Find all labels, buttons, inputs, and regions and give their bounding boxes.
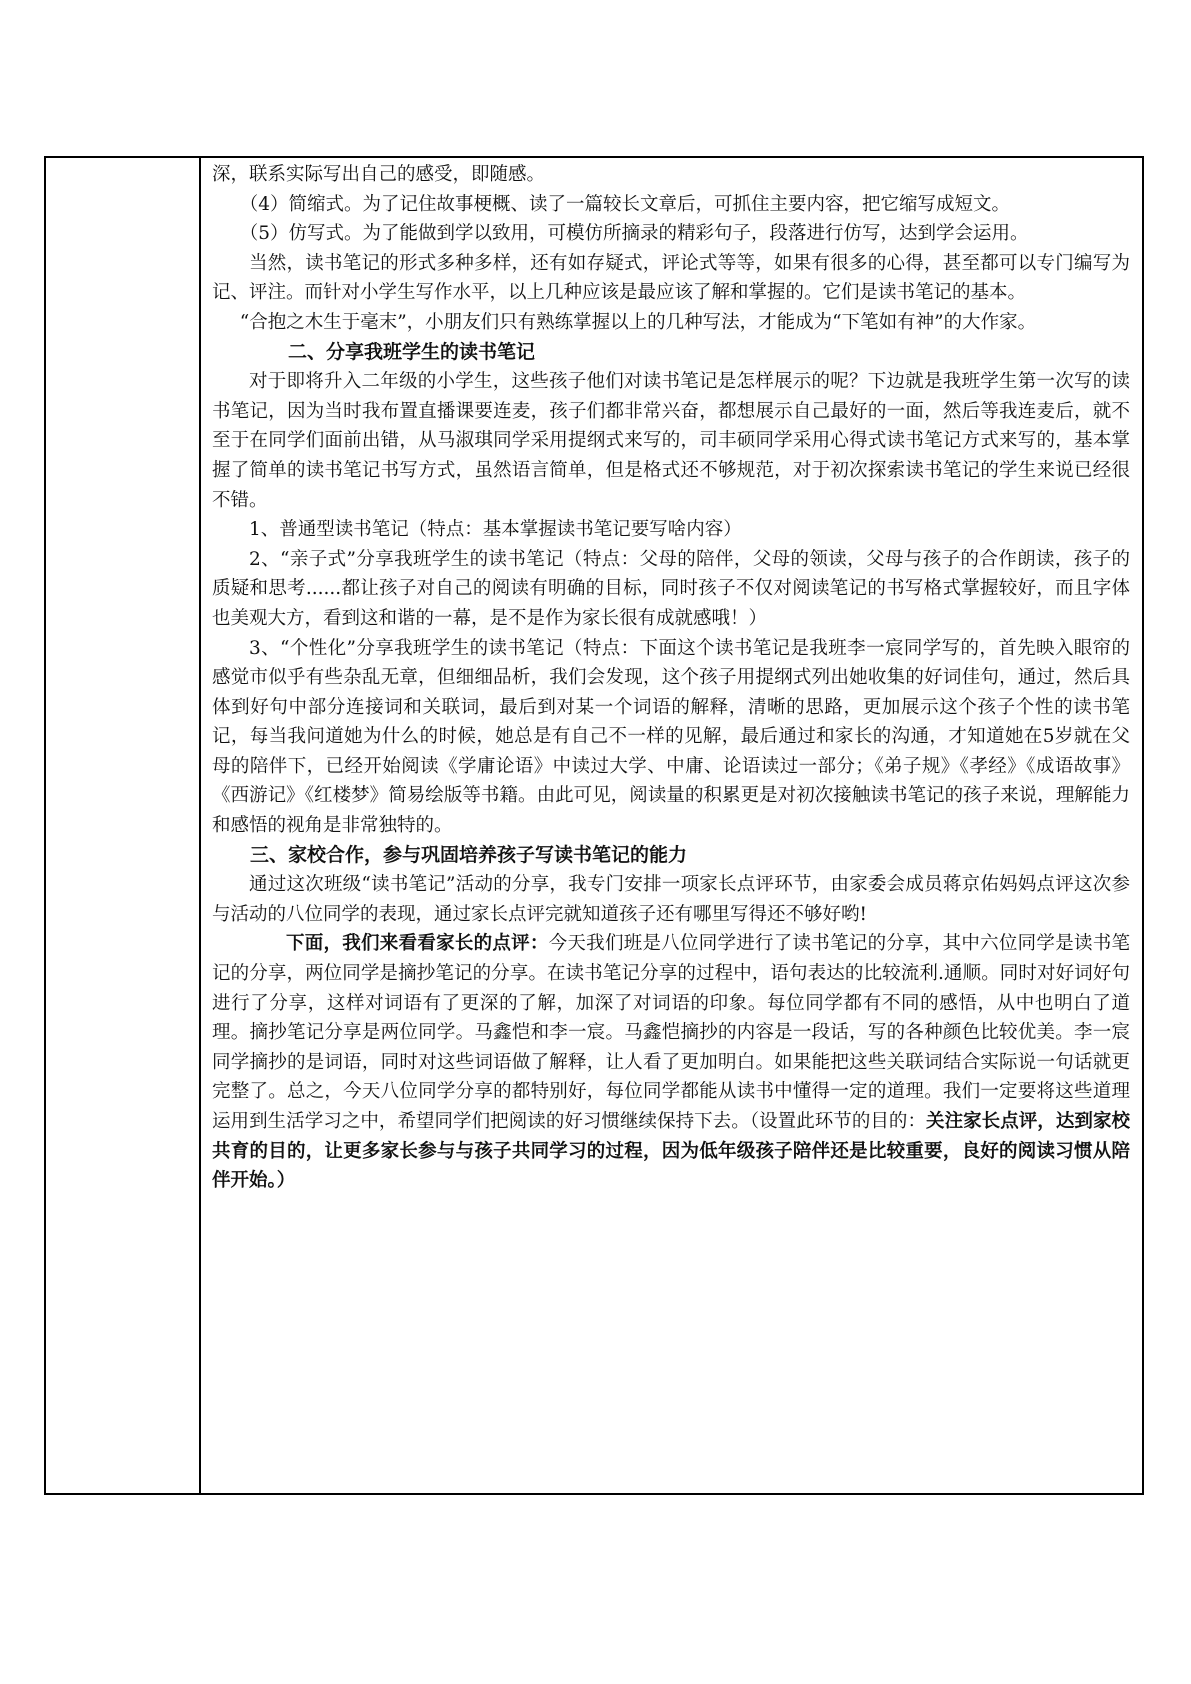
paragraph: （5）仿写式。为了能做到学以致用，可模仿所摘录的精彩句子，段落进行仿写，达到学会运用。 xyxy=(239,223,1029,245)
paragraph: “合抱之木生于毫末”，小朋友们只有熟练掌握以上的几种写法，才能成为“下笔如有神”的大作家。 xyxy=(239,311,1037,333)
column-divider xyxy=(199,158,201,1493)
section-heading: 三、家校合作，参与巩固培养孩子写读书笔记的能力 xyxy=(250,843,688,866)
paragraph: 当然，读书笔记的形式多种多样，还有如存疑式，评论式等等，如果有很多的心得，甚至都可以专门编写为记、评注。而针对小学生写作水平，以上几种应该是最应该了解和掌握的。它们是读书笔记的基本。 xyxy=(212,252,1130,304)
content-cell xyxy=(212,160,1130,1493)
section-heading: 二、分享我班学生的读书笔记 xyxy=(288,340,536,363)
paragraph: 深，联系实际写出自己的感受，即随感。 xyxy=(212,164,546,185)
paragraph: （4）简缩式。为了记住故事梗概、读了一篇较长文章后，可抓住主要内容，把它缩写成短文。 xyxy=(239,193,1011,215)
parent-comment-paragraph xyxy=(212,929,1130,1195)
paragraph: 1、普通型读书笔记（特点：基本掌握读书笔记要写啥内容） xyxy=(249,519,742,541)
comment-tail: 关注家长点评，达到家校共育的目的，让更多家长参与与孩子共同学习的过程，因为低年级孩子陪伴还是比较重要，良好的阅读习惯从陪伴开始。） xyxy=(212,1111,1130,1192)
comment-body: 今天我们班是八位同学进行了读书笔记的分享，其中六位同学是读书笔记的分享，两位同学是摘抄笔记的分享。在读书笔记分享的过程中，语句表达的比较流利.通顺。同时对好词好句进行了分享，这样对词语有了更深的了解，加深了对词语的印象。每位同学都有不同的感悟，从中也明白了道理。摘抄笔记分享是两位同学。马鑫恺和李一宸。马鑫恺摘抄的内容是一段话，写的各种颜色比较优美。李一宸同学摘抄的是词语，同时对这些词语做了解释，让人看了更加明白。如果能把这些关联词结合实际说一句话就更完整了。总之，今天八位同学分享的都特别好，每位同学都能从读书中懂得一定的道理。我们一定要将这些道理运用到生活学习之中，希望同学们把阅读的好习惯继续保持下去。（设置此环节的目的： xyxy=(212,933,1130,1132)
paragraph: 通过这次班级“读书笔记”活动的分享，我专门安排一项家长点评环节，由家委会成员蒋京佑妈妈点评这次参与活动的八位同学的表现，通过家长点评完就知道孩子还有哪里写得还不够好哟! xyxy=(212,874,1130,925)
comment-lead: 下面，我们来看看家长的点评： xyxy=(286,933,549,955)
paragraph: 3、“个性化”分享我班学生的读书笔记（特点：下面这个读书笔记是我班李一宸同学写的，首先映入眼帘的感觉市似乎有些杂乱无章，但细细品析，我们会发现，这个孩子用提纲式列出她收集的好词佳句，通过，然后具体到好句中部分连接词和关联词，最后到对某一个词语的解释，清晰的思路，更加展示这个孩子个性的读书笔记，每当我问道她为什么的时候，她总是有自己不一样的见解，最后通过和家长的沟通，才知道她在5岁就在父母的陪伴下，已经开始阅读《学庸论语》中读过大学、中庸、论语读过一部分；《弟子规》《孝经》《成语故事》《西游记》《红楼梦》简易绘版等书籍。由此可见，阅读量的积累更是对初次接触读书笔记的孩子来说，理解能力和感悟的视角是非常独特的。 xyxy=(212,637,1130,837)
document-table xyxy=(44,156,1144,1495)
paragraph: 2、“亲子式”分享我班学生的读书笔记（特点：父母的陪伴，父母的领读，父母与孩子的合作朗读，孩子的质疑和思考......都让孩子对自己的阅读有明确的目标，同时孩子不仅对阅读笔记的书写格式掌握较好，而且字体也美观大方，看到这和谐的一幕，是不是作为家长很有成就感哦！） xyxy=(212,548,1130,629)
paragraph: 对于即将升入二年级的小学生，这些孩子他们对读书笔记是怎样展示的呢？下边就是我班学生第一次写的读书笔记，因为当时我布置直播课要连麦，孩子们都非常兴奋，都想展示自己最好的一面，然后等我连麦后，就不至于在同学们面前出错，从马淑琪同学采用提纲式来写的，司丰硕同学采用心得式读书笔记方式来写的，基本掌握了简单的读书笔记书写方式，虽然语言简单，但是格式还不够规范，对于初次探索读书笔记的学生来说已经很不错。 xyxy=(212,371,1130,511)
